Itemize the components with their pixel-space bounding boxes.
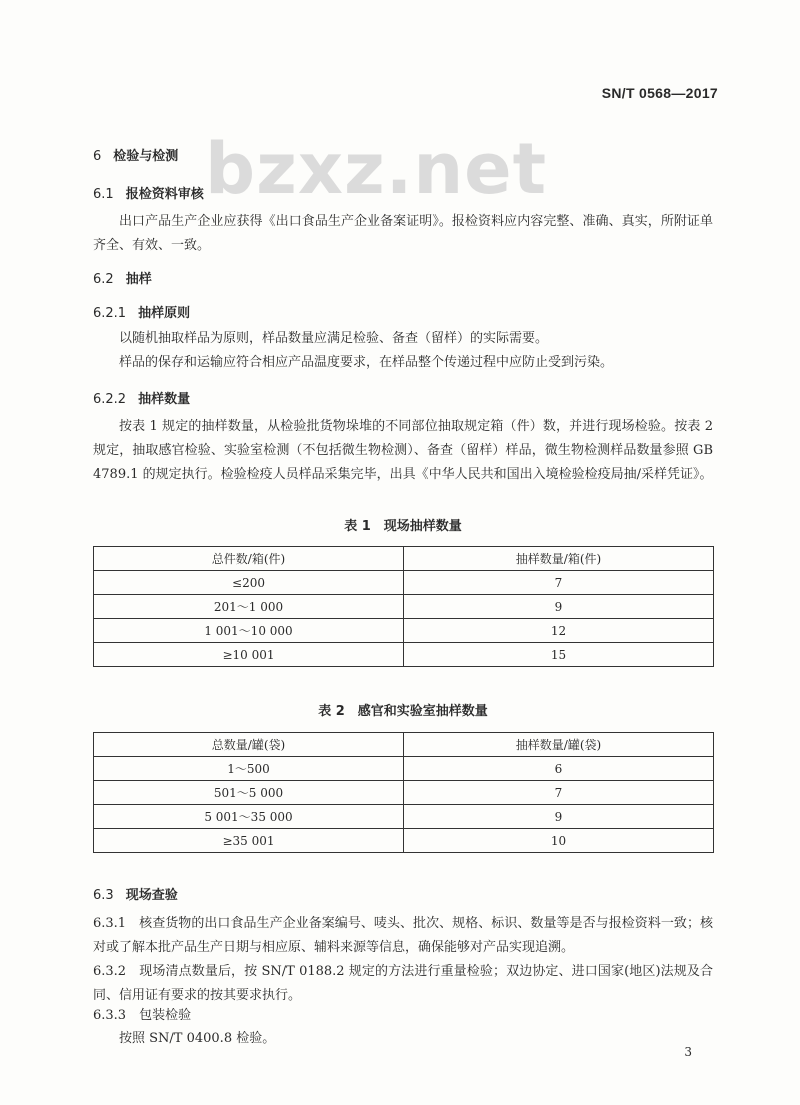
section-title: 报检资料审核 [125, 187, 204, 202]
section-6-heading [93, 145, 178, 164]
table-cell: 201～1 000 [94, 595, 404, 619]
section-number: 6.3 [93, 888, 114, 903]
section-6-3-2-text: 6.3.2 现场清点数量后，按 SN/T 0188.2 规定的方法进行重量检验；双边协定、进口国家(地区)法规及合同、信用证有要求的按其要求执行。 [93, 964, 713, 1003]
table-cell: ≤200 [94, 571, 404, 595]
table-row [94, 595, 714, 619]
standard-code: SN/T 0568—2017 [601, 85, 718, 101]
section-6-1-text: 出口产品生产企业应获得《出口食品生产企业备案证明》。报检资料应内容完整、准确、真实，所附证单齐全、有效、一致。 [93, 214, 713, 253]
section-title: 现场查验 [125, 888, 178, 903]
table-row [94, 757, 714, 781]
table-1 [93, 546, 714, 667]
table-row [94, 619, 714, 643]
table-header-row [94, 733, 714, 757]
table-row [94, 829, 714, 853]
table-cell: 12 [404, 619, 714, 643]
watermark: bzxz.net [205, 128, 548, 210]
section-6-2-2-text: 按表 1 规定的抽样数量，从检验批货物垛堆的不同部位抽取规定箱（件）数，并进行现场检验。按表 2 规定，抽取感官检验、实验室检测（不包括微生物检测）、备查（留样）样品，微生物检测样品数量参照 GB 4789.1 的规定执行。检验检疫人员样品采集完毕，出具《中华人民共和国出入境检验检疫局抽/采样凭证》。 [93, 419, 713, 482]
section-number: 6.1 [93, 187, 114, 202]
section-number: 6 [93, 149, 102, 164]
section-6-2-1-heading [93, 302, 190, 321]
table-1-caption: 表 1 现场抽样数量 [344, 519, 462, 534]
table-header-cell: 抽样数量/箱(件) [404, 547, 714, 571]
section-title: 抽样原则 [138, 306, 191, 321]
table-cell: 9 [404, 595, 714, 619]
section-6-2-heading [93, 268, 152, 287]
section-6-2-2-heading [93, 388, 190, 407]
section-title: 检验与检测 [113, 149, 179, 164]
section-6-1-heading [93, 183, 204, 202]
section-6-2-1-text-2: 样品的保存和运输应符合相应产品温度要求，在样品整个传递过程中应防止受到污染。 [119, 355, 614, 370]
table-cell: 7 [404, 781, 714, 805]
section-number: 6.2.1 [93, 306, 127, 321]
section-6-3-3-text: 按照 SN/T 0400.8 检验。 [119, 1031, 276, 1046]
section-6-3-1-text: 6.3.1 核查货物的出口食品生产企业备案编号、唛头、批次、规格、标识、数量等是否与报检资料一致；核对或了解本批产品生产日期与相应原、辅料来源等信息，确保能够对产品实现追溯。 [93, 916, 713, 955]
section-6-3-3-title: 6.3.3 包装检验 [93, 1008, 192, 1023]
section-number: 6.2.2 [93, 392, 127, 407]
table-cell: ≥35 001 [94, 829, 404, 853]
table-cell: 501～5 000 [94, 781, 404, 805]
section-title: 抽样数量 [138, 392, 191, 407]
table-2 [93, 732, 714, 853]
table-row [94, 571, 714, 595]
table-2-caption: 表 2 感官和实验室抽样数量 [318, 704, 488, 719]
table-header-row [94, 547, 714, 571]
table-header-cell: 总件数/箱(件) [94, 547, 404, 571]
table-cell: 5 001～35 000 [94, 805, 404, 829]
page-number: 3 [684, 1045, 692, 1059]
section-6-3-heading [93, 884, 178, 903]
table-cell: 1 001～10 000 [94, 619, 404, 643]
table-row [94, 805, 714, 829]
table-row [94, 643, 714, 667]
section-6-2-1-text-1: 以随机抽取样品为原则，样品数量应满足检验、备查（留样）的实际需要。 [119, 331, 549, 346]
table-cell: 7 [404, 571, 714, 595]
table-row [94, 781, 714, 805]
section-number: 6.2 [93, 272, 114, 287]
table-header-cell: 总数量/罐(袋) [94, 733, 404, 757]
table-cell: 15 [404, 643, 714, 667]
table-cell: ≥10 001 [94, 643, 404, 667]
table-cell: 6 [404, 757, 714, 781]
table-header-cell: 抽样数量/罐(袋) [404, 733, 714, 757]
section-title: 抽样 [125, 272, 152, 287]
table-cell: 10 [404, 829, 714, 853]
table-cell: 9 [404, 805, 714, 829]
table-cell: 1～500 [94, 757, 404, 781]
